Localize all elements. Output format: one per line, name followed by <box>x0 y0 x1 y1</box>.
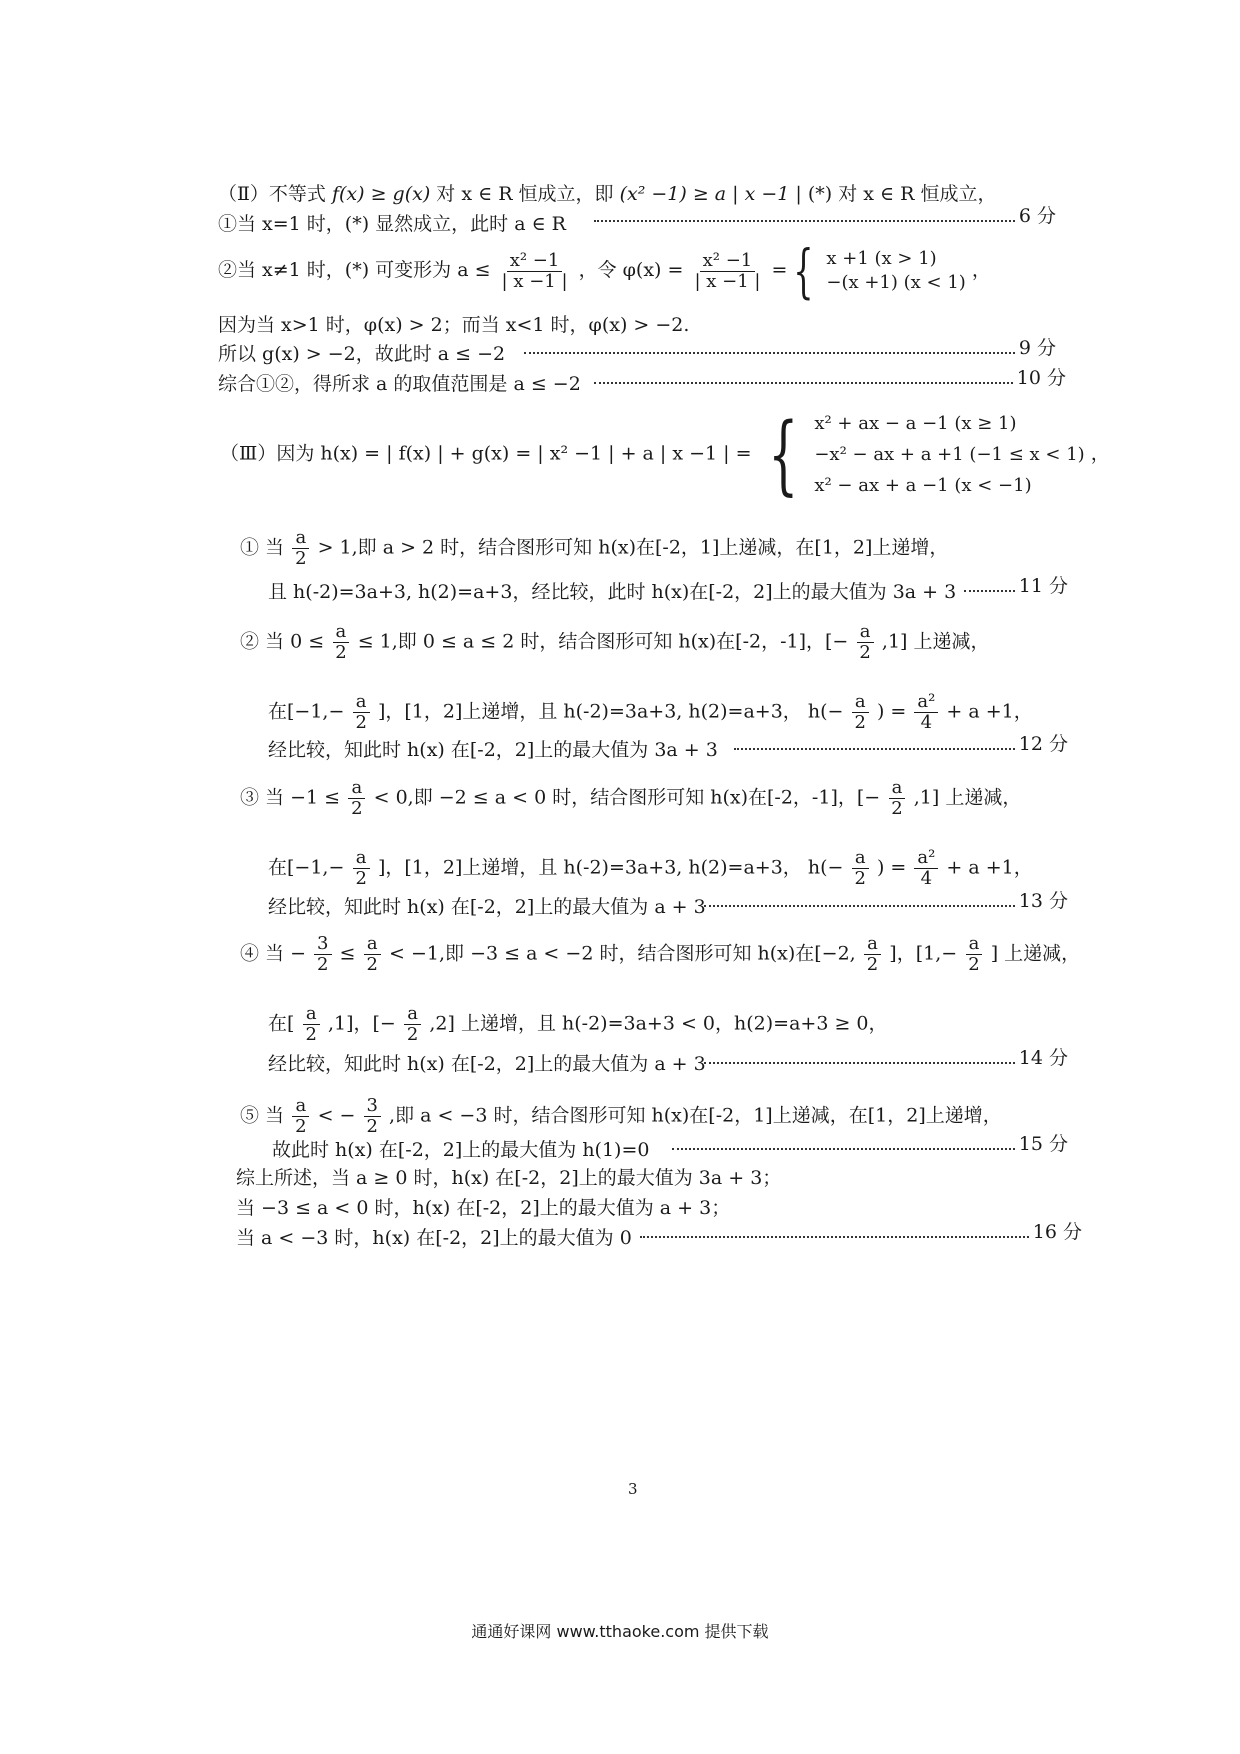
case1-line1: ① 当 $\frac{a}{2}$ > 1,即 a > 2 时，结合图形可知 h(x)在[-2，1]上递减，在[1，2]上递增， <box>240 527 949 569</box>
summary-line3: 当 a < −3 时，h(x) 在[-2，2]上的最大值为 0 <box>236 1227 632 1249</box>
part2-line6: 综合①②，得所求 a 的取值范围是 a ≤ −2 <box>218 373 581 395</box>
score-row-6 <box>590 204 1056 228</box>
part2-line4: 因为当 x>1 时，φ(x) > 2；而当 x<1 时，φ(x) > −2. <box>218 314 690 336</box>
score-row-13: 13 分 <box>700 889 1068 913</box>
part3-line1: （Ⅲ）因为 h(x) = | f(x) | + g(x) = | x² −1 | + a | x −1 | = { x² + ax − a −1 (x ≥ 1) −x² − ax + a +1 (−1 ≤ x < 1) x² − ax + a −1 (x < −1) ， <box>220 404 1110 505</box>
part2-line3: ②当 x≠1 时，(*) 可变形为 a ≤ $\frac{\text{x² −1}}{| x -1 |}$ ，令 φ(x) = $\frac{\text{x² −1}}{| x -1 |}$ = { x +1 (x > 1) −(x +1) (x < 1) ， <box>218 237 991 305</box>
part2-line5: 所以 g(x) > −2，故此时 a ≤ −2 <box>218 343 506 365</box>
brace: { <box>767 404 798 505</box>
part2-line2: ①当 x=1 时，(*) 显然成立，此时 a ∈ R <box>218 213 566 235</box>
score-row-11: 11 分 <box>960 574 1068 598</box>
fraction: $\frac{\text{x² −1}}{| x -1 |}$ <box>694 249 761 292</box>
fraction: $\frac{\text{x² −1}}{| x -1 |}$ <box>501 249 568 292</box>
case1-line2: 且 h(-2)=3a+3, h(2)=a+3，经比较，此时 h(x)在[-2，2]上的最大值为 3a + 3 <box>268 581 957 603</box>
score-10: 10 分 <box>1016 367 1066 389</box>
case3-line3: 经比较，知此时 h(x) 在[-2，2]上的最大值为 a + 3 <box>268 896 706 918</box>
case3-line1: ③ 当 −1 ≤ $\frac{a}{2}$ < 0,即 −2 ≤ a < 0 时，结合图形可知 h(x)在[-2，-1]，[− $\frac{a}{2}$ ,1] 上递减， <box>240 777 1022 819</box>
score-6: 6 分 <box>1018 205 1056 227</box>
case4-line3: 经比较，知此时 h(x) 在[-2，2]上的最大值为 a + 3 <box>268 1053 706 1075</box>
score-row-10 <box>590 366 1066 390</box>
piecewise-cases: x +1 (x > 1) −(x +1) (x < 1) <box>826 248 966 293</box>
score-9: 9 分 <box>1018 337 1056 359</box>
case4-line1: ④ 当 − $\frac{3}{2}$ ≤ $\frac{a}{2}$ < −1,即 −3 ≤ a < −2 时，结合图形可知 h(x)在[−2, $\frac{a}{2}$ ]，[1,− $\frac{a}{2}$ ] 上递减， <box>240 933 1081 975</box>
footer-text: 通通好课网 www.tthaoke.com 提供下载 <box>471 1622 769 1641</box>
case5-line2: 故此时 h(x) 在[-2，2]上的最大值为 h(1)=0 <box>272 1139 650 1161</box>
case2-line1: ② 当 0 ≤ $\frac{a}{2}$ ≤ 1,即 0 ≤ a ≤ 2 时，结合图形可知 h(x)在[-2，-1]，[− $\frac{a}{2}$ ,1] 上递减， <box>240 621 990 663</box>
score-row-14: 14 分 <box>700 1046 1068 1070</box>
piecewise-cases: x² + ax − a −1 (x ≥ 1) −x² − ax + a +1 (−1 ≤ x < 1) x² − ax + a −1 (x < −1) <box>814 413 1085 496</box>
page-number: 3 <box>628 1480 638 1498</box>
case2-line2: 在[−1,− $\frac{a}{2}$ ]，[1，2]上递增，且 h(-2)=3a+3, h(2)=a+3， h(− $\frac{a}{2}$ ) = $\frac{\text{a²}}{4}$ + a +1， <box>268 691 1033 733</box>
brace: { <box>793 237 815 305</box>
score-row-16: 16 分 <box>636 1220 1082 1244</box>
score-row-9 <box>520 336 1056 360</box>
case4-line2: 在[ $\frac{a}{2}$ ,1]，[− $\frac{a}{2}$ ,2] 上递增，且 h(-2)=3a+3 < 0，h(2)=a+3 ≥ 0， <box>268 1003 888 1045</box>
score-row-15: 15 分 <box>668 1132 1068 1156</box>
part2-line1: （Ⅱ）不等式 f(x) ≥ g(x) 对 x ∈ R 恒成立，即 (x² −1) ≥ a | x −1 | (*) 对 x ∈ R 恒成立， <box>218 183 997 205</box>
case3-line2: 在[−1,− $\frac{a}{2}$ ]，[1，2]上递增，且 h(-2)=3a+3, h(2)=a+3， h(− $\frac{a}{2}$ ) = $\frac{\text{a²}}{4}$ + a +1， <box>268 847 1033 889</box>
case2-line3: 经比较，知此时 h(x) 在[-2，2]上的最大值为 3a + 3 <box>268 739 718 761</box>
case5-line1: ⑤ 当 $\frac{a}{2}$ < − $\frac{3}{2}$ ,即 a < −3 时，结合图形可知 h(x)在[-2，1]上递减，在[1，2]上递增， <box>240 1095 1002 1137</box>
score-row-12: 12 分 <box>730 732 1068 756</box>
summary-line2: 当 −3 ≤ a < 0 时，h(x) 在[-2，2]上的最大值为 a + 3； <box>236 1197 731 1219</box>
summary-line1: 综上所述，当 a ≥ 0 时，h(x) 在[-2，2]上的最大值为 3a + 3； <box>236 1167 782 1189</box>
